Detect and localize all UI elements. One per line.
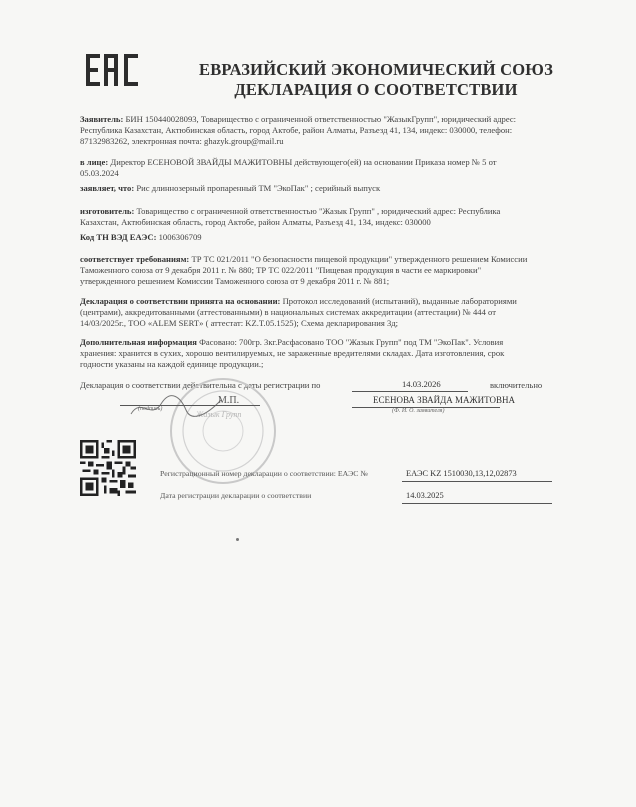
requirements-line-1: ТР ТС 021/2011 "О безопасности пищевой продукции" утвержденного решением Комиссии bbox=[191, 254, 528, 264]
signature-caption: (подпись) bbox=[138, 406, 163, 412]
applicant-line-2: Республика Казахстан, Актюбинская область, город Актобе, район Алматы, Разъезд 41, 134, индекс: 030000, телефон: bbox=[80, 125, 513, 135]
validity-text-before: Декларация о соответствии действительна с даты регистрации по bbox=[80, 380, 321, 390]
requirements-line-3: утвержденного решением Комиссии Таможенного союза от 9 декабря 2011 г. № 881; bbox=[80, 276, 390, 286]
title-line-2: ДЕКЛАРАЦИЯ О СООТВЕТСТВИИ bbox=[234, 80, 518, 99]
additional-line-1: Фасовано: 700гр. 3кг.Расфасовано ТОО "Жазык Групп" под ТМ "ЭкоПак". Условия bbox=[199, 337, 504, 347]
additional-block bbox=[80, 337, 590, 370]
basis-line-3: 14/03/2025г., ТОО «ALEM SERT» ( аттестат: KZ.T.05.1525); Схема декларирования 3д; bbox=[80, 318, 399, 328]
mp-label: М.П. bbox=[218, 395, 240, 406]
validity-text-after: включительно bbox=[490, 380, 543, 390]
additional-line-2: хранения: хранится в сухих, хорошо вентилируемых, не зараженные вредителями складах. Дата изготовления, срок bbox=[80, 348, 505, 358]
validity-date-underline bbox=[352, 391, 468, 392]
applicant-name: ЕСЕНОВА ЗВАЙДА МАЖИТОВНА bbox=[373, 395, 515, 405]
basis-block bbox=[80, 296, 590, 329]
manufacturer-line-1: Товарищество с ограниченной ответственностью "Жазык Групп" , юридический адрес: Республика bbox=[136, 206, 501, 216]
requirements-label: соответствует требованиям: bbox=[80, 254, 190, 264]
registration-date-value: 14.03.2025 bbox=[406, 491, 444, 500]
manufacturer-label: изготовитель: bbox=[80, 206, 135, 216]
manufacturer-block bbox=[80, 206, 590, 228]
basis-line-2: (центрами), аккредитованными (аттестованными) в национальных системах аккредитации (аттестации) № 444 от bbox=[80, 307, 496, 317]
basis-line-1: Протокол исследований (испытаний), выданные лабораториями bbox=[282, 296, 517, 306]
tnved-value: 1006306709 bbox=[158, 232, 202, 242]
person-label: в лице: bbox=[80, 157, 109, 167]
stamp-text: Жазык Групп bbox=[196, 410, 242, 419]
qr-code-icon bbox=[80, 440, 136, 496]
declares-block bbox=[80, 183, 590, 194]
applicant-label: Заявитель: bbox=[80, 114, 124, 124]
declares-label: заявляет, что: bbox=[80, 183, 135, 193]
scan-speck bbox=[236, 538, 239, 541]
title-line-1: ЕВРАЗИЙСКИЙ ЭКОНОМИЧЕСКИЙ СОЮЗ bbox=[198, 60, 553, 79]
additional-line-3: годности указаны на каждой единице продукции.; bbox=[80, 359, 264, 369]
requirements-block bbox=[80, 254, 590, 287]
registration-date-label: Дата регистрации декларации о соответствии bbox=[160, 491, 312, 500]
eac-logo-icon bbox=[84, 50, 144, 90]
applicant-line-1: БИН 150440028093, Товарищество с ограниченной ответственностью "ЖазыкГрупп", юридический адрес: bbox=[125, 114, 517, 124]
document-title bbox=[196, 60, 556, 100]
additional-label: Дополнительная информация bbox=[80, 337, 197, 347]
registration-number-label: Регистрационный номер декларации о соответствии: ЕАЭС № bbox=[160, 469, 368, 478]
person-block bbox=[80, 157, 590, 179]
applicant-line-3: 87132983262, электронная почта: ghazyk.group@mail.ru bbox=[80, 136, 284, 146]
registration-number-underline bbox=[402, 481, 552, 482]
registration-date-underline bbox=[402, 503, 552, 504]
tnved-block bbox=[80, 232, 590, 243]
manufacturer-line-2: Казахстан, Актюбинская область, город Актобе, район Алматы, Разъезд 41, 134, индекс: 030000 bbox=[80, 217, 431, 227]
basis-label: Декларация о соответствии принята на основании: bbox=[80, 296, 281, 306]
person-line-2: 05.03.2024 bbox=[80, 168, 119, 178]
name-caption: (Ф. И. О. заявителя) bbox=[392, 408, 445, 414]
person-line-1: Директор ЕСЕНОВОЙ ЗВАЙДЫ МАЖИТОВНЫ действующего(ей) на основании Приказа номер № 5 от bbox=[110, 157, 497, 167]
validity-date: 14.03.2026 bbox=[402, 379, 441, 389]
applicant-block bbox=[80, 114, 590, 147]
tnved-label: Код ТН ВЭД ЕАЭС: bbox=[80, 232, 157, 242]
registration-number-value: ЕАЭС KZ 1510030,13,12,02873 bbox=[406, 469, 517, 478]
requirements-line-2: Таможенного союза от 9 декабря 2011 г. № 880; ТР ТС 022/2011 "Пищевая продукция в части ее маркировки" bbox=[80, 265, 482, 275]
declares-text: Рис длиннозерный пропаренный ТМ "ЭкоПак" ; серийный выпуск bbox=[136, 183, 381, 193]
